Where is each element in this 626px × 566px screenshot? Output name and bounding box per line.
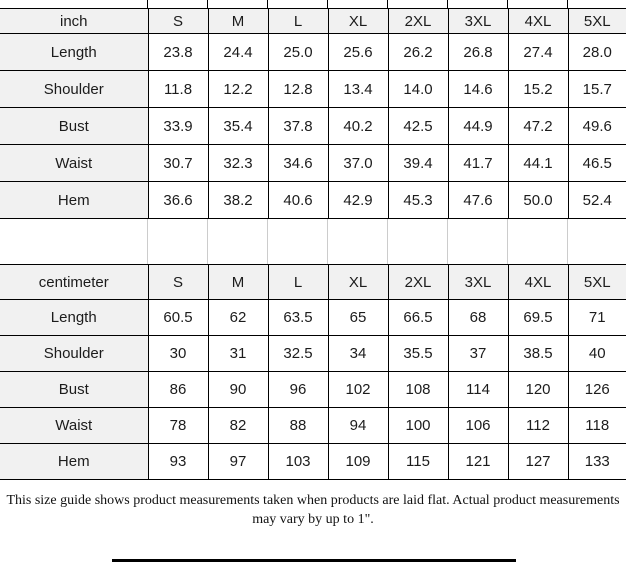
- column-grid-line: [147, 0, 148, 8]
- value-cell: 39.4: [388, 145, 448, 182]
- size-header-cell: XL: [328, 265, 388, 300]
- value-cell: 47.2: [508, 108, 568, 145]
- size-header-cell: 4XL: [508, 9, 568, 34]
- value-cell: 52.4: [568, 182, 626, 219]
- row-label-cell: Hem: [0, 182, 148, 219]
- value-cell: 63.5: [268, 300, 328, 336]
- column-grid-line: [447, 0, 448, 8]
- value-cell: 68: [448, 300, 508, 336]
- column-grid-line: [267, 0, 268, 8]
- value-cell: 42.9: [328, 182, 388, 219]
- value-cell: 82: [208, 408, 268, 444]
- value-cell: 88: [268, 408, 328, 444]
- value-cell: 46.5: [568, 145, 626, 182]
- value-cell: 60.5: [148, 300, 208, 336]
- value-cell: 36.6: [148, 182, 208, 219]
- column-grid-line: [387, 0, 388, 8]
- size-header-cell: 3XL: [448, 9, 508, 34]
- value-cell: 71: [568, 300, 626, 336]
- value-cell: 97: [208, 444, 268, 480]
- value-cell: 24.4: [208, 34, 268, 71]
- row-label-cell: Shoulder: [0, 336, 148, 372]
- value-cell: 27.4: [508, 34, 568, 71]
- table-row: [0, 145, 626, 182]
- column-grid-line: [447, 219, 448, 264]
- column-grid-line: [327, 0, 328, 8]
- value-cell: 65: [328, 300, 388, 336]
- value-cell: 114: [448, 372, 508, 408]
- value-cell: 103: [268, 444, 328, 480]
- value-cell: 120: [508, 372, 568, 408]
- value-cell: 121: [448, 444, 508, 480]
- value-cell: 49.6: [568, 108, 626, 145]
- value-cell: 40.6: [268, 182, 328, 219]
- table-gap: [0, 219, 626, 264]
- value-cell: 62: [208, 300, 268, 336]
- row-label-cell: Shoulder: [0, 71, 148, 108]
- size-header-cell: 4XL: [508, 265, 568, 300]
- column-grid-line: [567, 219, 568, 264]
- value-cell: 37.0: [328, 145, 388, 182]
- table-row: [0, 336, 626, 372]
- size-table-centimeter: [0, 264, 626, 480]
- size-header-cell: L: [268, 9, 328, 34]
- note-line-1: This size guide shows product measurements taken when products are laid flat. Actual product measurements: [6, 493, 620, 508]
- size-header-cell: 2XL: [388, 265, 448, 300]
- value-cell: 41.7: [448, 145, 508, 182]
- table-row: [0, 71, 626, 108]
- value-cell: 34.6: [268, 145, 328, 182]
- size-header-cell: 5XL: [568, 9, 626, 34]
- value-cell: 11.8: [148, 71, 208, 108]
- column-grid-line: [147, 219, 148, 264]
- row-label-cell: Hem: [0, 444, 148, 480]
- value-cell: 133: [568, 444, 626, 480]
- value-cell: 23.8: [148, 34, 208, 71]
- value-cell: 69.5: [508, 300, 568, 336]
- header-row: [0, 9, 626, 34]
- value-cell: 66.5: [388, 300, 448, 336]
- value-cell: 106: [448, 408, 508, 444]
- value-cell: 37.8: [268, 108, 328, 145]
- row-label-cell: Length: [0, 34, 148, 71]
- value-cell: 26.2: [388, 34, 448, 71]
- size-header-cell: 5XL: [568, 265, 626, 300]
- value-cell: 47.6: [448, 182, 508, 219]
- size-table-inch: [0, 8, 626, 219]
- value-cell: 13.4: [328, 71, 388, 108]
- row-label-cell: Bust: [0, 108, 148, 145]
- header-row: [0, 265, 626, 300]
- size-header-cell: XL: [328, 9, 388, 34]
- value-cell: 32.3: [208, 145, 268, 182]
- table-row: [0, 408, 626, 444]
- size-header-cell: L: [268, 265, 328, 300]
- column-grid-line: [207, 0, 208, 8]
- table-row: [0, 108, 626, 145]
- row-label-cell: Length: [0, 300, 148, 336]
- table-row: [0, 372, 626, 408]
- value-cell: 127: [508, 444, 568, 480]
- size-header-cell: M: [208, 265, 268, 300]
- value-cell: 100: [388, 408, 448, 444]
- value-cell: 28.0: [568, 34, 626, 71]
- value-cell: 15.2: [508, 71, 568, 108]
- column-grid-line: [507, 219, 508, 264]
- value-cell: 90: [208, 372, 268, 408]
- value-cell: 96: [268, 372, 328, 408]
- value-cell: 14.0: [388, 71, 448, 108]
- divider-bar: [112, 559, 516, 562]
- size-header-cell: S: [148, 9, 208, 34]
- value-cell: 44.9: [448, 108, 508, 145]
- value-cell: 44.1: [508, 145, 568, 182]
- table-row: [0, 444, 626, 480]
- size-header-cell: M: [208, 9, 268, 34]
- value-cell: 86: [148, 372, 208, 408]
- value-cell: 26.8: [448, 34, 508, 71]
- size-guide-note: [0, 491, 626, 529]
- value-cell: 33.9: [148, 108, 208, 145]
- value-cell: 108: [388, 372, 448, 408]
- value-cell: 30: [148, 336, 208, 372]
- value-cell: 50.0: [508, 182, 568, 219]
- value-cell: 42.5: [388, 108, 448, 145]
- value-cell: 109: [328, 444, 388, 480]
- row-label-cell: Waist: [0, 408, 148, 444]
- row-label-cell: Waist: [0, 145, 148, 182]
- value-cell: 25.0: [268, 34, 328, 71]
- unit-cell: inch: [0, 9, 148, 34]
- value-cell: 32.5: [268, 336, 328, 372]
- unit-cell: centimeter: [0, 265, 148, 300]
- column-grid-line: [507, 0, 508, 8]
- value-cell: 93: [148, 444, 208, 480]
- value-cell: 94: [328, 408, 388, 444]
- value-cell: 38.2: [208, 182, 268, 219]
- value-cell: 112: [508, 408, 568, 444]
- value-cell: 25.6: [328, 34, 388, 71]
- value-cell: 45.3: [388, 182, 448, 219]
- value-cell: 37: [448, 336, 508, 372]
- value-cell: 15.7: [568, 71, 626, 108]
- note-line-2: may vary by up to 1".: [252, 512, 374, 527]
- table-row: [0, 300, 626, 336]
- value-cell: 102: [328, 372, 388, 408]
- value-cell: 31: [208, 336, 268, 372]
- value-cell: 118: [568, 408, 626, 444]
- size-header-cell: S: [148, 265, 208, 300]
- value-cell: 35.5: [388, 336, 448, 372]
- value-cell: 78: [148, 408, 208, 444]
- row-label-cell: Bust: [0, 372, 148, 408]
- value-cell: 115: [388, 444, 448, 480]
- value-cell: 40: [568, 336, 626, 372]
- column-grid-line: [327, 219, 328, 264]
- value-cell: 12.2: [208, 71, 268, 108]
- column-grid-line: [387, 219, 388, 264]
- value-cell: 40.2: [328, 108, 388, 145]
- value-cell: 30.7: [148, 145, 208, 182]
- cropped-row-remnant: [0, 0, 626, 8]
- size-header-cell: 3XL: [448, 265, 508, 300]
- value-cell: 38.5: [508, 336, 568, 372]
- size-header-cell: 2XL: [388, 9, 448, 34]
- value-cell: 14.6: [448, 71, 508, 108]
- value-cell: 34: [328, 336, 388, 372]
- value-cell: 126: [568, 372, 626, 408]
- table-row: [0, 34, 626, 71]
- column-grid-line: [207, 219, 208, 264]
- column-grid-line: [267, 219, 268, 264]
- value-cell: 35.4: [208, 108, 268, 145]
- value-cell: 12.8: [268, 71, 328, 108]
- column-grid-line: [567, 0, 568, 8]
- table-row: [0, 182, 626, 219]
